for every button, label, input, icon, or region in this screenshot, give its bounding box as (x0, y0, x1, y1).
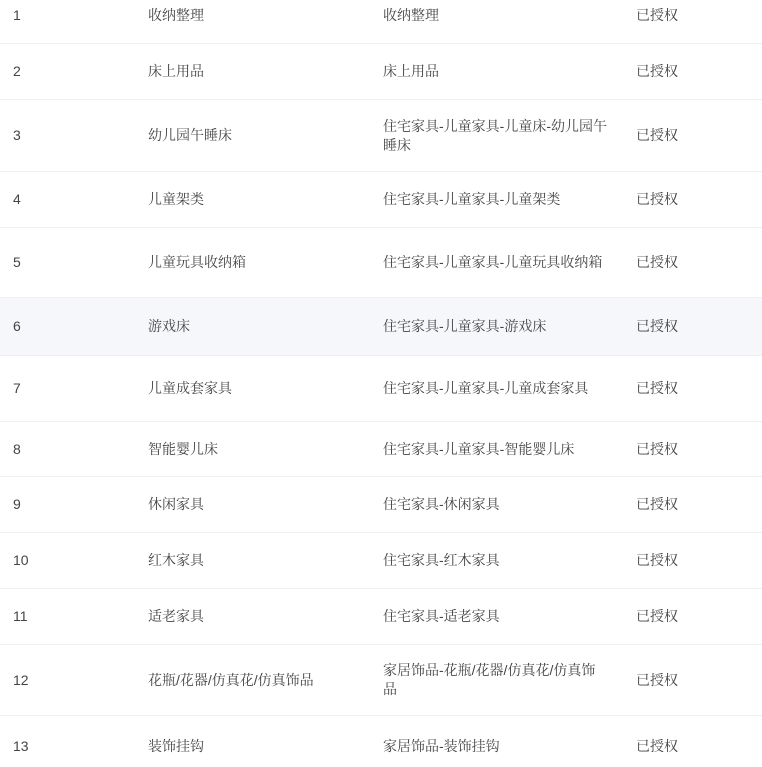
category-path: 住宅家具-红木家具 (383, 552, 500, 568)
category-name-cell (135, 422, 370, 476)
status-cell (623, 356, 762, 421)
category-name-cell (135, 0, 370, 43)
table-row[interactable] (0, 422, 762, 477)
status-text: 已授权 (636, 380, 678, 396)
status-cell (623, 44, 762, 99)
category-path-cell (370, 356, 623, 421)
row-index: 7 (13, 380, 21, 396)
row-index-cell (0, 716, 135, 767)
status-text: 已授权 (636, 254, 678, 270)
row-index-cell (0, 645, 135, 715)
category-name-cell (135, 172, 370, 227)
status-text: 已授权 (636, 552, 678, 568)
category-path: 收纳整理 (383, 7, 439, 23)
category-name: 儿童成套家具 (148, 380, 232, 396)
category-path: 住宅家具-儿童家具-游戏床 (383, 318, 547, 334)
category-name-cell (135, 44, 370, 99)
category-name-cell (135, 716, 370, 767)
status-cell (623, 645, 762, 715)
category-name-cell (135, 533, 370, 588)
category-name-cell (135, 589, 370, 644)
category-name-cell (135, 228, 370, 297)
status-cell (623, 228, 762, 297)
status-cell (623, 100, 762, 171)
status-text: 已授权 (636, 191, 678, 207)
category-path: 住宅家具-儿童家具-儿童玩具收纳箱 (383, 254, 603, 270)
status-cell (623, 477, 762, 532)
category-name: 花瓶/花器/仿真花/仿真饰品 (148, 671, 314, 688)
category-name-cell (135, 298, 370, 355)
table-row[interactable] (0, 44, 762, 100)
row-index: 13 (13, 738, 29, 754)
category-path: 住宅家具-儿童家具-儿童成套家具 (383, 380, 589, 396)
table-row[interactable] (0, 100, 762, 172)
category-path: 家居饰品-装饰挂钩 (383, 738, 500, 754)
status-cell (623, 298, 762, 355)
category-path-cell (370, 100, 623, 171)
row-index-cell (0, 422, 135, 476)
category-path-cell (370, 44, 623, 99)
row-index-cell (0, 298, 135, 355)
category-name: 收纳整理 (148, 7, 204, 23)
status-text: 已授权 (636, 7, 678, 23)
row-index-cell (0, 477, 135, 532)
category-name: 适老家具 (148, 608, 204, 624)
table-row[interactable] (0, 172, 762, 228)
category-path-cell (370, 298, 623, 355)
row-index: 3 (13, 127, 21, 143)
category-name-cell (135, 645, 370, 715)
table-row[interactable] (0, 589, 762, 645)
table-row[interactable] (0, 533, 762, 589)
category-path: 家居饰品-花瓶/花器/仿真花/仿真饰品 (383, 662, 596, 697)
status-text: 已授权 (636, 63, 678, 79)
status-cell (623, 0, 762, 43)
category-path-cell (370, 0, 623, 43)
category-name: 休闲家具 (148, 496, 204, 512)
category-path-cell (370, 533, 623, 588)
status-text: 已授权 (636, 608, 678, 624)
row-index-cell (0, 44, 135, 99)
table-row[interactable] (0, 0, 762, 44)
row-index-cell (0, 172, 135, 227)
table-row[interactable] (0, 716, 762, 767)
category-name: 儿童架类 (148, 191, 204, 207)
category-path: 住宅家具-儿童家具-智能婴儿床 (383, 440, 575, 457)
row-index: 4 (13, 191, 21, 207)
category-path-cell (370, 645, 623, 715)
table-row[interactable] (0, 228, 762, 298)
category-path-cell (370, 589, 623, 644)
category-name-cell (135, 477, 370, 532)
category-name: 智能婴儿床 (148, 440, 218, 457)
category-path-cell (370, 477, 623, 532)
category-path: 床上用品 (383, 63, 439, 79)
row-index-cell (0, 533, 135, 588)
status-text: 已授权 (636, 671, 678, 688)
category-path-cell (370, 228, 623, 297)
status-text: 已授权 (636, 496, 678, 512)
status-cell (623, 422, 762, 476)
category-name: 游戏床 (148, 318, 190, 334)
category-path: 住宅家具-儿童家具-儿童床-幼儿园午睡床 (383, 117, 607, 153)
category-path: 住宅家具-适老家具 (383, 608, 500, 624)
row-index: 1 (13, 7, 21, 23)
category-name: 红木家具 (148, 552, 204, 568)
row-index-cell (0, 356, 135, 421)
category-name: 床上用品 (148, 63, 204, 79)
row-index: 5 (13, 254, 21, 270)
status-cell (623, 716, 762, 767)
row-index-cell (0, 228, 135, 297)
category-path: 住宅家具-休闲家具 (383, 496, 500, 512)
status-cell (623, 533, 762, 588)
row-index: 12 (13, 671, 29, 688)
table-row[interactable] (0, 298, 762, 356)
row-index: 2 (13, 63, 21, 79)
status-text: 已授权 (636, 738, 678, 754)
row-index-cell (0, 589, 135, 644)
table-row[interactable] (0, 477, 762, 533)
category-name-cell (135, 100, 370, 171)
row-index-cell (0, 0, 135, 43)
row-index: 10 (13, 552, 29, 568)
status-text: 已授权 (636, 318, 678, 334)
status-text: 已授权 (636, 440, 678, 457)
status-text: 已授权 (636, 127, 678, 143)
status-cell (623, 589, 762, 644)
row-index: 11 (13, 608, 28, 624)
category-path-cell (370, 172, 623, 227)
table-row[interactable] (0, 356, 762, 422)
category-path-cell (370, 716, 623, 767)
row-index: 9 (13, 496, 21, 512)
status-cell (623, 172, 762, 227)
category-name: 装饰挂钩 (148, 738, 204, 754)
category-name: 儿童玩具收纳箱 (148, 254, 246, 270)
category-name-cell (135, 356, 370, 421)
category-name: 幼儿园午睡床 (148, 127, 232, 143)
category-path: 住宅家具-儿童家具-儿童架类 (383, 191, 561, 207)
row-index: 8 (13, 440, 21, 457)
category-path-cell (370, 422, 623, 476)
row-index-cell (0, 100, 135, 171)
table-row[interactable] (0, 645, 762, 716)
row-index: 6 (13, 318, 21, 334)
